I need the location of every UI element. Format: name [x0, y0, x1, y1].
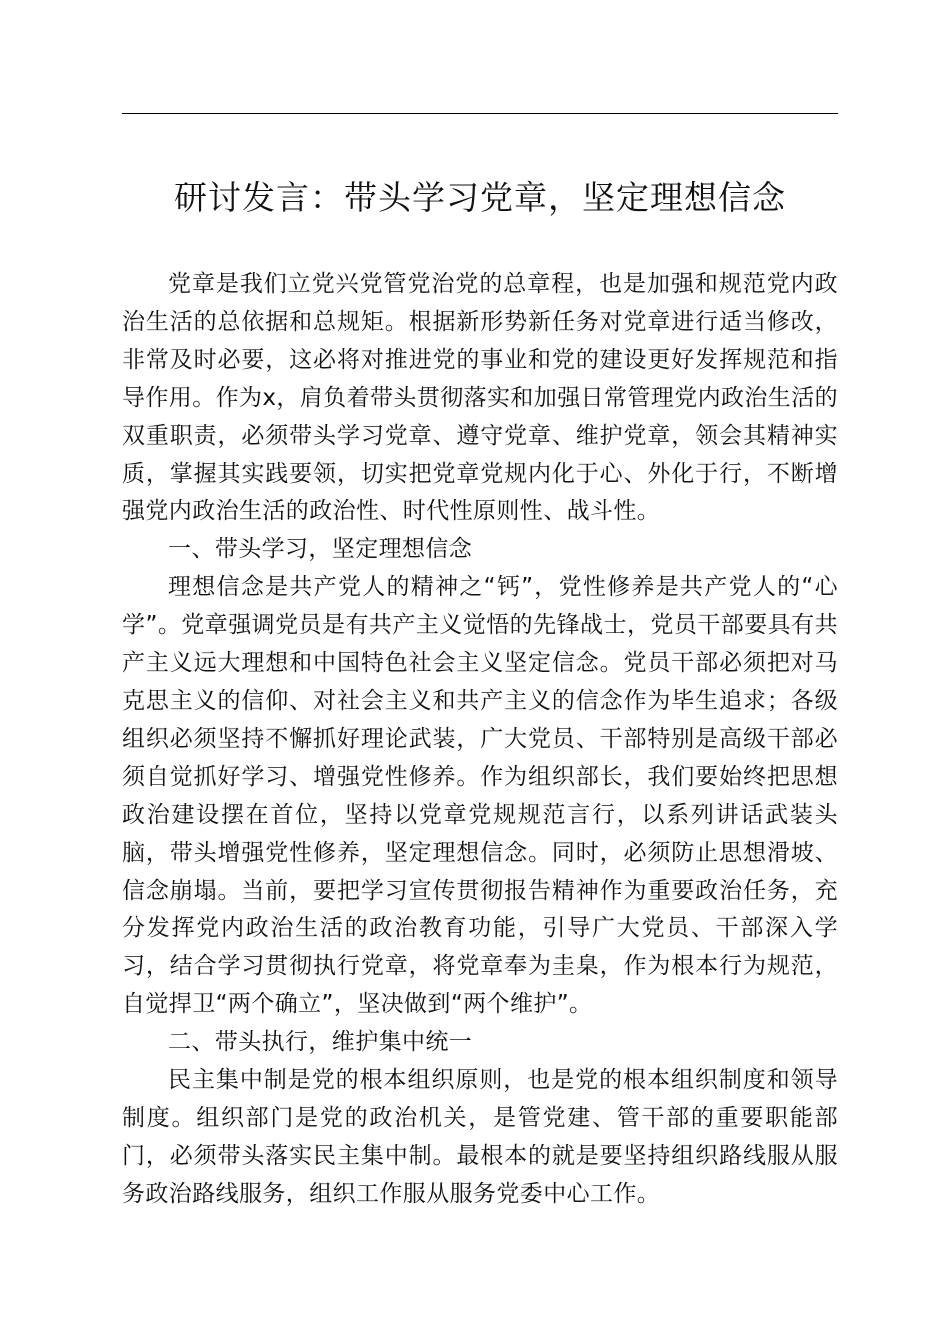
header-rule: [122, 113, 838, 114]
document-title: 研讨发言：带头学习党章，坚定理想信念: [174, 178, 786, 217]
section-1-paragraph: 理想信念是共产党人的精神之“钙”，党性修养是共产党人的“心学”。党章强调党员是有共产主义觉悟的先锋战士，党员干部要具有共产主义远大理想和中国特色社会主义坚定信念。党员干部必须把对马克思主义的信仰、对社会主义和共产主义的信念作为毕生追求；各级组织必须坚持不懈抓好理论武装，广大党员、干部特别是高级干部必须自觉抓好学习、增强党性修养。作为组织部长，我们要始终把思想政治建设摆在首位，坚持以党章党规规范言行，以系列讲话武装头脑，带头增强党性修养，坚定理想信念。同时，必须防止思想滑坡、信念崩塌。当前，要把学习宣传贯彻报告精神作为重要政治任务，充分发挥党内政治生活的政治教育功能，引导广大党员、干部深入学习，结合学习贯彻执行党章，将党章奉为圭臬，作为根本行为规范，自觉捍卫“两个确立”，坚决做到“两个维护”。: [122, 574, 838, 1018]
section-heading-1: 一、带头学习，坚定理想信念: [168, 536, 473, 563]
section-2-paragraph: 民主集中制是党的根本组织原则，也是党的根本组织制度和领导制度。组织部门是党的政治机关，是管党建、管干部的重要职能部门，必须带头落实民主集中制。最根本的就是要坚持组织路线服从服务政治路线服务，组织工作服从服务党委中心工作。: [122, 1067, 838, 1207]
document-body: [122, 266, 838, 1214]
section-heading-2: 二、带头执行，维护集中统一: [168, 1029, 473, 1056]
intro-paragraph: 党章是我们立党兴党管党治党的总章程，也是加强和规范党内政治生活的总依据和总规矩。根据新形势新任务对党章进行适当修改，非常及时必要，这必将对推进党的事业和党的建设更好发挥规范和指导作用。作为x，肩负着带头贯彻落实和加强日常管理党内政治生活的双重职责，必须带头学习党章、遵守党章、维护党章，领会其精神实质，掌握其实践要领，切实把党章党规内化于心、外化于行，不断增强党内政治生活的政治性、时代性原则性、战斗性。: [122, 271, 839, 525]
